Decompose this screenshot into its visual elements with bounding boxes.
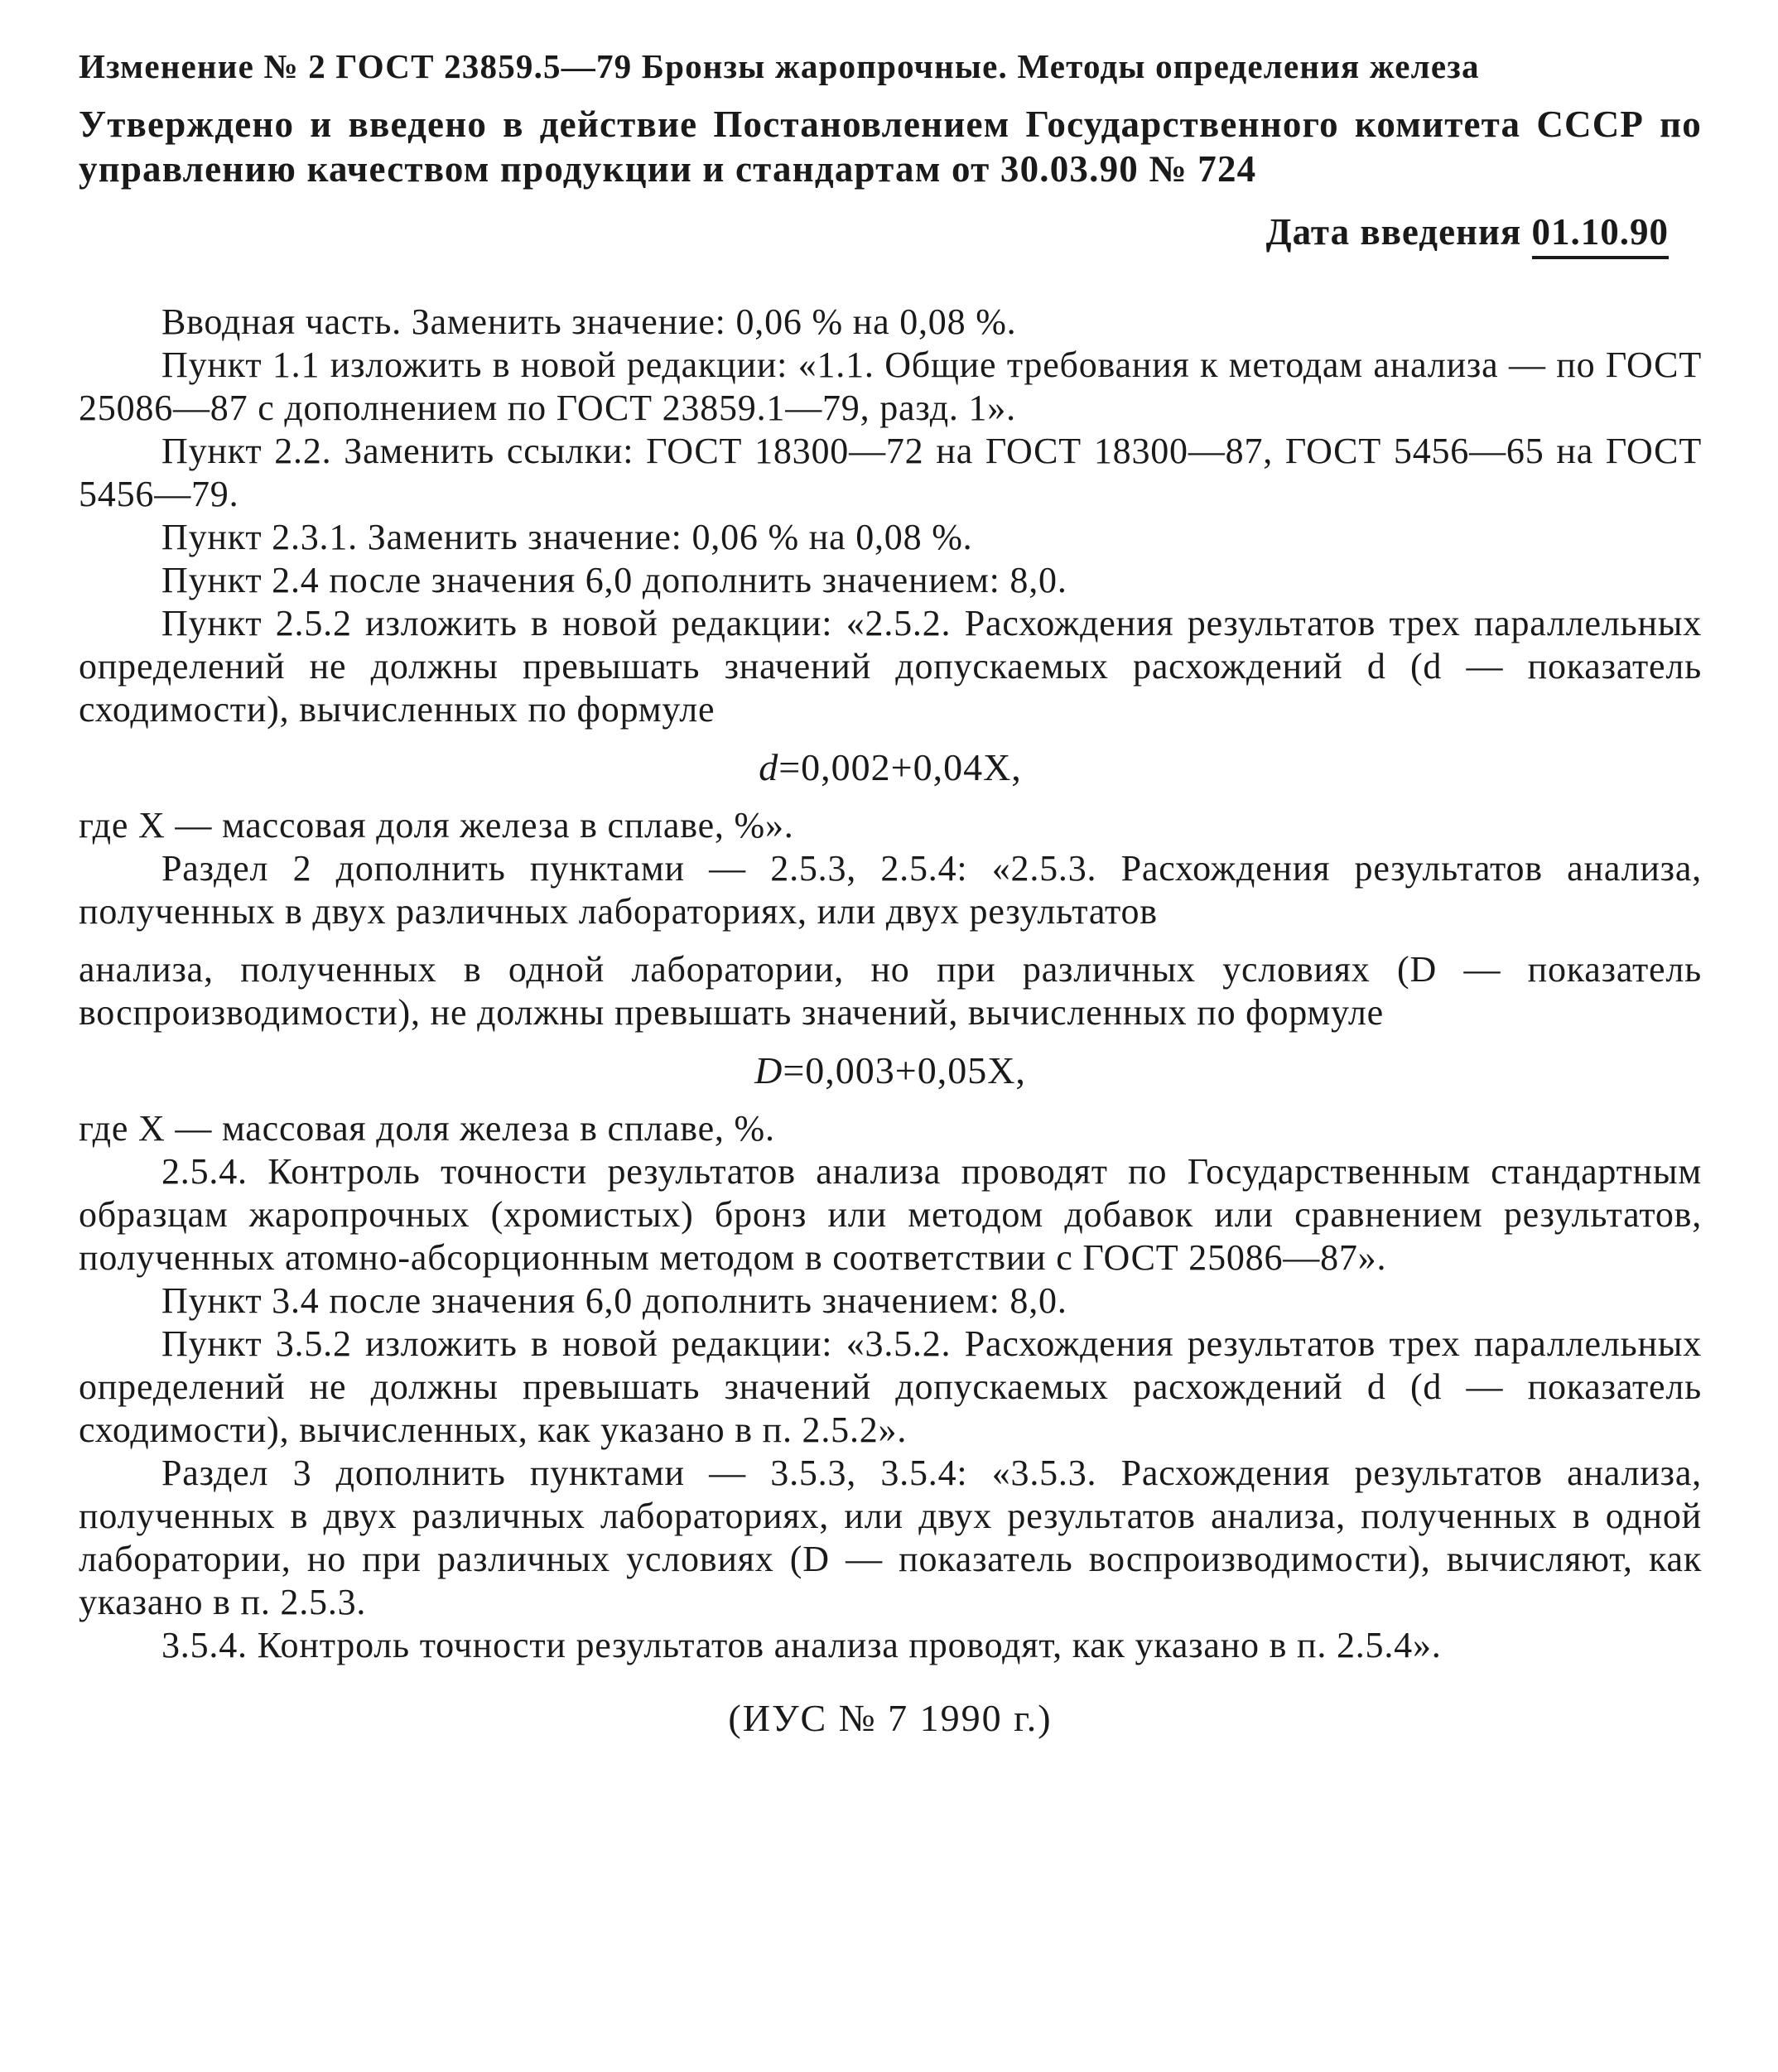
paragraph: Раздел 2 дополнить пунктами — 2.5.3, 2.5.4: «2.5.3. Расхождения результатов анализа, полученных в двух различных лабораториях, или двух результатов: [79, 848, 1702, 932]
document-content: [79, 46, 1702, 1742]
document-title: Изменение № 2 ГОСТ 23859.5—79 Бронзы жаропрочные. Методы определения железа: [79, 47, 1480, 85]
paragraph: Пункт 3.4 после значения 6,0 дополнить значением: 8,0.: [161, 1280, 1067, 1321]
paragraph: Раздел 3 дополнить пунктами — 3.5.3, 3.5.4: «3.5.3. Расхождения результатов анализа, полученных в двух различных лабораториях, или двух результатов анализа, полученных в одной лаборатории, но при различных условиях (D — показатель воспроизводимости), вычисляют, как указано в п. 2.5.3.: [79, 1453, 1702, 1622]
paragraph-continuation: анализа, полученных в одной лаборатории, но при различных условиях (D — показатель воспроизводимости), не должны превышать значений, вычисленных по формуле: [79, 949, 1702, 1033]
paragraph: Пункт 3.5.2 изложить в новой редакции: «3.5.2. Расхождения результатов трех параллельных определений не должны превышать значений допускаемых расхождений d (d — показатель сходимости), вычисленных, как указано в п. 2.5.2».: [79, 1323, 1702, 1450]
paragraph: 3.5.4. Контроль точности результатов анализа проводят, как указано в п. 2.5.4».: [161, 1625, 1442, 1665]
paragraph: Пункт 2.4 после значения 6,0 дополнить значением: 8,0.: [161, 560, 1067, 600]
formula-explanation: где X — массовая доля железа в сплаве, %.: [79, 1108, 775, 1149]
formula-explanation: где X — массовая доля железа в сплаве, %».: [79, 805, 794, 846]
paragraph: Пункт 2.3.1. Заменить значение: 0,06 % на 0,08 %.: [161, 517, 973, 557]
formula-expression: =0,002+0,04X,: [778, 746, 1022, 788]
introduction-date-label: Дата введения: [1265, 211, 1522, 253]
paragraph: Пункт 1.1 изложить в новой редакции: «1.1. Общие требования к методам анализа — по ГОСТ 25086—87 с дополнением по ГОСТ 23859.1—79, разд. 1».: [79, 345, 1702, 428]
paragraph: Пункт 2.2. Заменить ссылки: ГОСТ 18300—72 на ГОСТ 18300—87, ГОСТ 5456—65 на ГОСТ 5456—79.: [79, 431, 1702, 514]
introduction-date: [79, 210, 1702, 259]
paragraph: Пункт 2.5.2 изложить в новой редакции: «2.5.2. Расхождения результатов трех параллельных определений не должны превышать значений допускаемых расхождений d (d — показатель сходимости), вычисленных по формуле: [79, 603, 1702, 730]
publication-reference: (ИУС № 7 1990 г.): [728, 1697, 1053, 1739]
amendment-body: [79, 301, 1702, 1667]
introduction-date-value: 01.10.90: [1532, 210, 1670, 259]
paragraph: Вводная часть. Заменить значение: 0,06 % на 0,08 %.: [161, 301, 1017, 342]
formula-reproducibility: [79, 1046, 1702, 1096]
spacer: [79, 933, 1702, 948]
approval-statement: Утверждено и введено в действие Постановлением Государственного комитета СССР по управлению качеством продукции и стандартам от 30.03.90 № 724: [79, 104, 1702, 190]
formula-repeatability: [79, 743, 1702, 793]
paragraph: 2.5.4. Контроль точности результатов анализа проводят по Государственным стандартным образцам жаропрочных (хромистых) бронз или методом добавок или сравнением результатов, полученных атомно-абсорционным методом в соответствии с ГОСТ 25086—87».: [79, 1151, 1702, 1278]
formula-variable: D: [754, 1049, 783, 1091]
formula-variable: d: [759, 746, 779, 788]
formula-expression: =0,003+0,05X,: [783, 1049, 1026, 1091]
